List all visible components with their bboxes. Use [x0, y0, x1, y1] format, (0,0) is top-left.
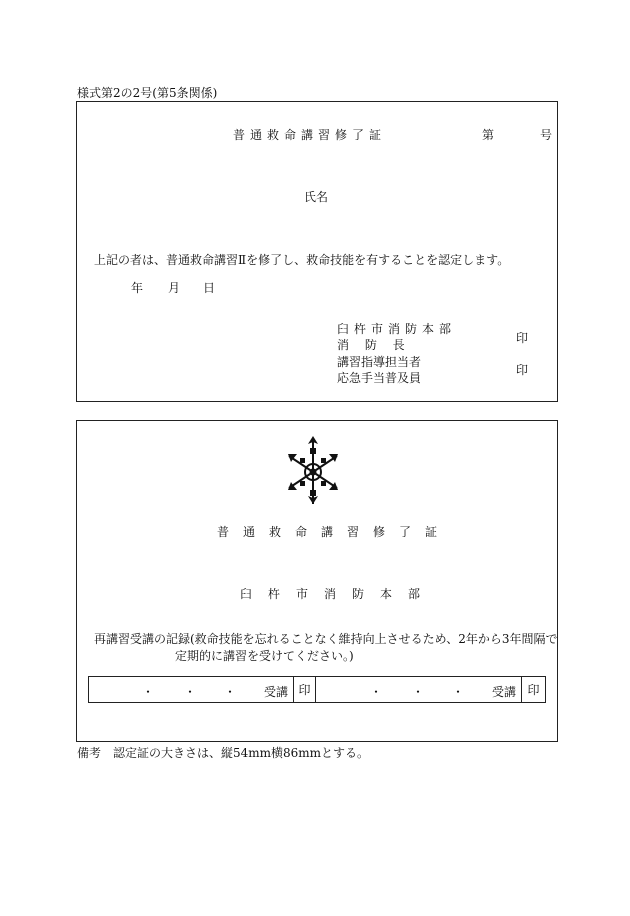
date-month-label: 月 — [168, 281, 181, 295]
record-date-cell-2[interactable] — [316, 677, 522, 703]
card-title: 普通救命講習修了証 — [217, 525, 452, 539]
issuer-title: 消 防 長 — [337, 338, 411, 352]
form-number-header: 様式第2の2号(第5条関係) — [77, 86, 218, 100]
certificate-number-prefix: 第 — [482, 128, 495, 142]
table-row — [89, 677, 546, 703]
date-separator-dot: ・ — [142, 685, 155, 699]
card-department: 臼杵市消防本部 — [240, 587, 437, 601]
name-label: 氏名 — [304, 190, 329, 204]
attended-label: 受講 — [492, 685, 517, 699]
certificate-box — [76, 101, 558, 402]
fire-department-emblem-icon — [286, 434, 340, 506]
date-separator-dot: ・ — [184, 685, 197, 699]
certification-statement: 上記の者は、普通救命講習Ⅱを修了し、救命技能を有することを認定します。 — [94, 253, 510, 267]
instructor-seal-mark: 印 — [516, 363, 529, 377]
issuer-organization: 臼杵市消防本部 — [337, 322, 457, 336]
attended-label: 受講 — [264, 685, 289, 699]
record-seal-cell-2[interactable]: 印 — [522, 677, 546, 703]
instructor-label-line1: 講習指導担当者 — [337, 355, 422, 369]
date-day-label: 日 — [203, 281, 216, 295]
date-year-label: 年 — [131, 281, 144, 295]
refresher-record-table — [88, 676, 546, 703]
date-separator-dot: ・ — [412, 685, 425, 699]
date-separator-dot: ・ — [452, 685, 465, 699]
size-remark-note: 備考 認定証の大きさは、縦54mm横86mmとする。 — [77, 746, 370, 760]
issuer-seal-mark: 印 — [516, 331, 529, 345]
certificate-number-suffix: 号 — [540, 128, 553, 142]
record-seal-cell-1[interactable]: 印 — [294, 677, 316, 703]
date-separator-dot: ・ — [370, 685, 383, 699]
certificate-title: 普通救命講習修了証 — [233, 128, 387, 142]
instructor-label-line2: 応急手当普及員 — [337, 371, 422, 385]
refresher-record-note-line1: 再講習受講の記録(救命技能を忘れることなく維持向上させるため、2年から3年間隔で — [94, 632, 558, 646]
date-separator-dot: ・ — [224, 685, 237, 699]
refresher-record-note-line2: 定期的に講習を受けてください。) — [175, 649, 354, 663]
record-date-cell-1[interactable] — [89, 677, 294, 703]
